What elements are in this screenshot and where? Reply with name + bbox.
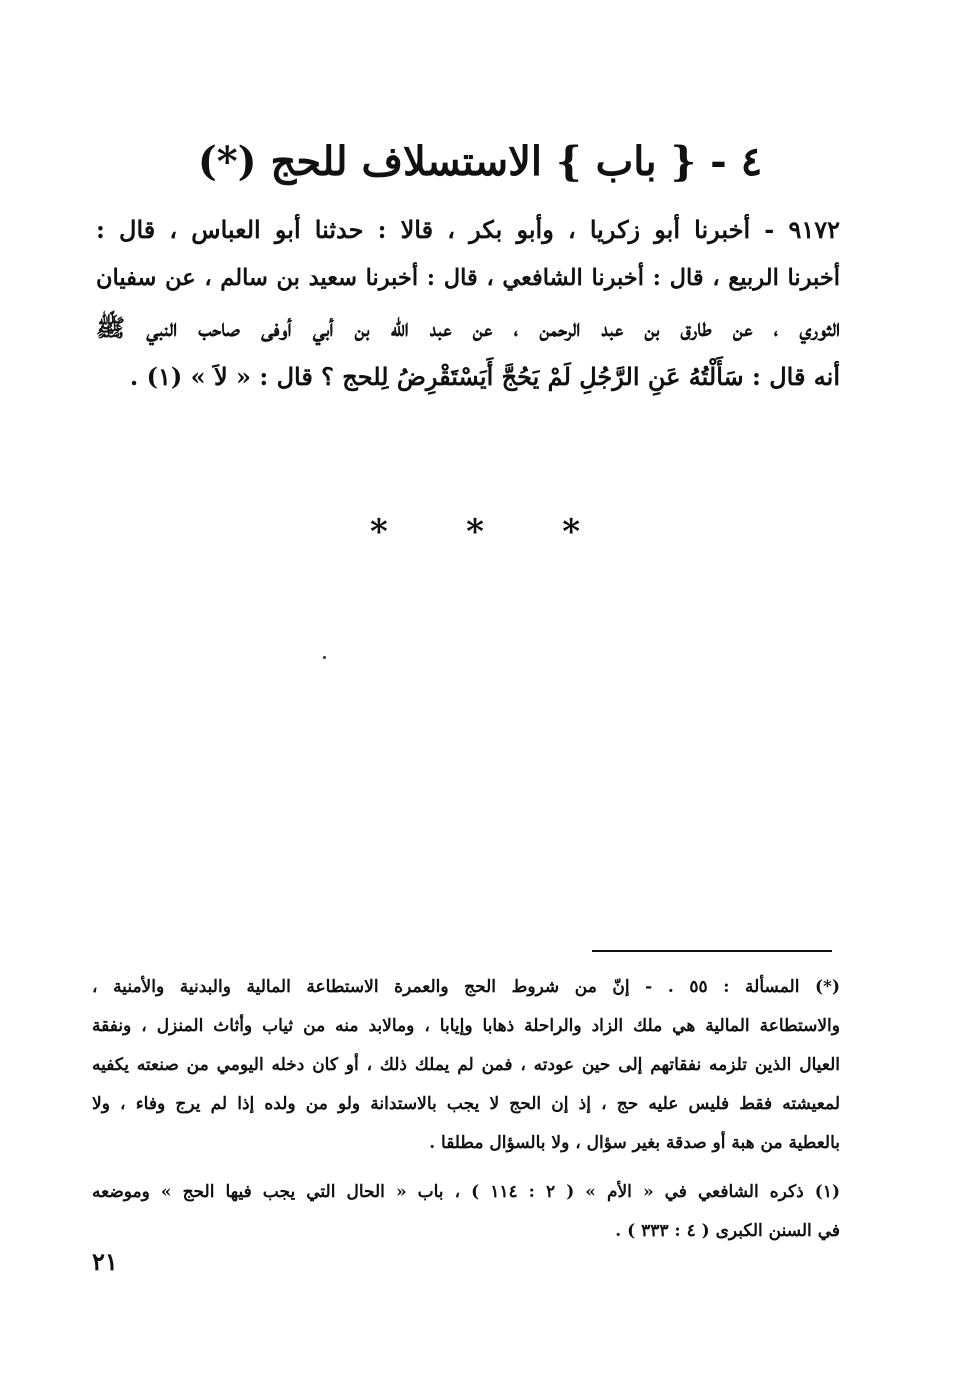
- section-separator: [370, 512, 580, 552]
- hadith-line: أخبرنا الربيع ، قال : أخبرنا الشافعي ، قال : أخبرنا سعيد بن سالم ، عن سفيان: [96, 265, 840, 291]
- footnote-line: في السنن الكبرى ( ٤ : ٣٣٣ ) .: [615, 1221, 840, 1241]
- star-mark: *: [370, 512, 388, 552]
- footnote-line: (*) المسألة : ٥٥ . - إنّ من شروط الحج والعمرة الاستطاعة المالية والبدنية والأمنية ،: [92, 977, 840, 997]
- hadith-line: ٩١٧٢ - أخبرنا أبو زكريا ، وأبو بكر ، قالا : حدثنا أبو العباس ، قال :: [96, 215, 840, 244]
- page-number: ٢١: [92, 1247, 118, 1276]
- hadith-line: الثوري ، عن طارق بن عبد الرحمن ، عن عبد الله بن أبي أوفى صاحب النبي ﷺ: [96, 313, 840, 342]
- print-speck: [323, 656, 326, 659]
- footnotes: [92, 968, 840, 1251]
- footnote-line: العيال الذين تلزمه نفقاتهم إلى حين عودته ، فمن لم يملك ذلك ، أو كان دخله اليومي من صنعته يكفيه: [92, 1055, 840, 1075]
- star-mark: *: [562, 512, 580, 552]
- hadith-text: [96, 205, 840, 401]
- footnote-divider: [592, 950, 832, 952]
- footnote-line: لمعيشته فقط فليس عليه حج ، إذ إن الحج لا يجب بالاستدانة ولو من ولده إذا لم يرج وفاء ، ولا: [92, 1094, 840, 1114]
- footnote-one: [92, 1173, 840, 1251]
- star-mark: *: [466, 512, 484, 552]
- footnote-line: بالعطية من هبة أو صدقة بغير سؤال ، ولا بالسؤال مطلقا .: [429, 1133, 840, 1153]
- footnote-line: (١) ذكره الشافعي في « الأم » ( ٢ : ١١٤ ) ، باب « الحال التي يجب فيها الحج » وموضعه: [92, 1182, 840, 1202]
- chapter-title: ٤ - { باب } الاستسلاف للحج (*): [197, 138, 763, 185]
- footnote-line: والاستطاعة المالية هي ملك الزاد والراحلة ذهابا وإيابا ، ومالابد منه من ثياب وأثاث المنزل ، ونفقة: [92, 1016, 840, 1036]
- footnote-star: [92, 968, 840, 1163]
- hadith-line: أنه قال : سَأَلْتُهُ عَنِ الرَّجُلِ لَمْ يَحُجَّ أَيَسْتَقْرِضُ لِلحج ؟ قال : « لاَ » (١) .: [129, 362, 840, 391]
